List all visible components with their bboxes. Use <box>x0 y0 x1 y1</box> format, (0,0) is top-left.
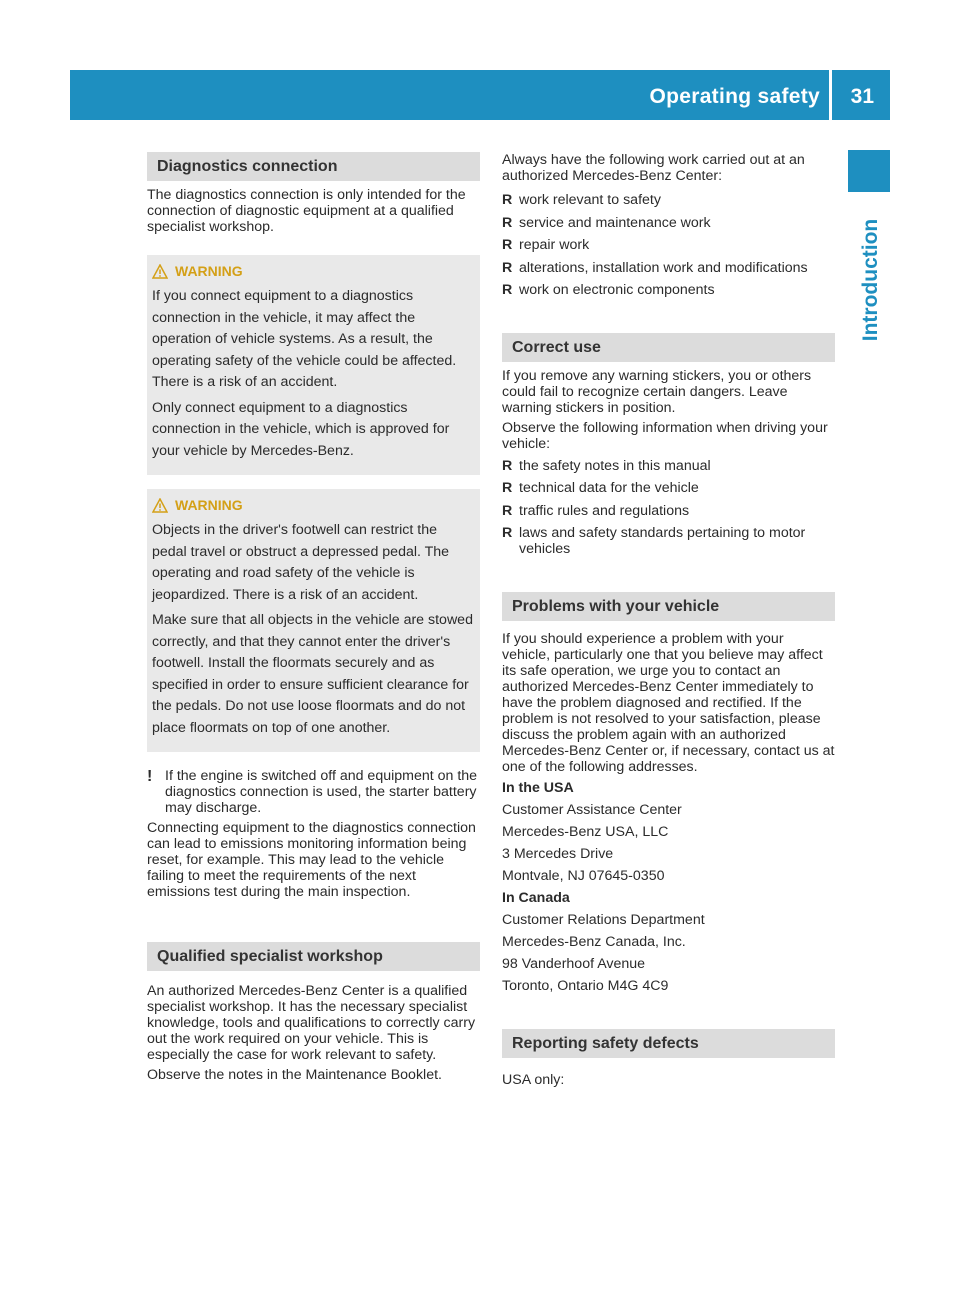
diagnostics-intro: The diagnostics connection is only intended for the connection of diagnostic equipment at a qualified specialist workshop. <box>147 187 466 235</box>
service-list <box>502 192 835 298</box>
workshop-paragraph: An authorized Mercedes-Benz Center is a qualified specialist workshop. It has the necessary specialist knowledge, tools and qualifications to correctly carry out the work required on your vehicle. This is especially the case for work relevant to safety. <box>147 983 476 1063</box>
page-title: Operating safety <box>649 85 820 108</box>
address-line: Mercedes-Benz Canada, Inc. <box>502 933 686 950</box>
diagnostics-closing: Connecting equipment to the diagnostics connection can lead to emissions monitoring information being reset, for example. This may lead to the vehicle failing to meet the requirements of the next emissions test during the main inspection. <box>147 820 476 900</box>
list-item: R alterations, installation work and modifications <box>502 260 835 276</box>
address-line: Customer Relations Department <box>502 911 705 928</box>
address-line: 3 Mercedes Drive <box>502 845 614 862</box>
address-line: 98 Vanderhoof Avenue <box>502 955 646 972</box>
list-item: R laws and safety standards pertaining to motor vehicles <box>502 525 835 557</box>
canada-address <box>502 889 835 995</box>
usa-label: In the USA <box>502 779 574 796</box>
correct-use-list <box>502 458 835 558</box>
correct-use-paragraph: Observe the following information when driving your vehicle: <box>502 419 828 452</box>
address-line: Mercedes-Benz USA, LLC <box>502 823 669 840</box>
section-heading-correct-use: Correct use <box>502 333 835 362</box>
note-text: If the engine is switched off and equipment on the diagnostics connection is used, the starter battery may discharge. <box>165 768 478 816</box>
list-item: R technical data for the vehicle <box>502 480 835 496</box>
list-item: R the safety notes in this manual <box>502 458 835 474</box>
chapter-label-text: Introduction <box>859 218 882 342</box>
warning-triangle-icon <box>152 264 168 279</box>
correct-use-paragraph: If you remove any warning stickers, you or others could fail to recognize certain dangers. Leave warning stickers in position. <box>502 367 812 416</box>
page-number: 31 <box>850 85 874 108</box>
address-line: Customer Assistance Center <box>502 801 682 818</box>
reporting-paragraph: USA only: <box>502 1071 565 1088</box>
warning-paragraph: Objects in the driver's footwell can restrict the pedal travel or obstruct a depressed pedal. The operating and road safety of the vehicle is jeopardized. There is a risk of an accident. <box>152 522 450 603</box>
warning-box-footwell <box>147 489 480 752</box>
list-item: R traffic rules and regulations <box>502 503 835 519</box>
canada-label: In Canada <box>502 889 570 906</box>
warning-box-diagnostics <box>147 255 480 475</box>
warning-paragraph: If you connect equipment to a diagnostics connection in the vehicle, it may affect the operation of vehicle systems. As a result, the operating safety of the vehicle could be affected. There is a risk of an accident. <box>152 288 457 390</box>
problems-paragraph: If you should experience a problem with your vehicle, particularly one that you believe may affect its safe operation, we urge you to contact an authorized Mercedes-Benz Center immediately to have the problem diagnosed and rectified. If the problem is not resolved to your satisfaction, please discuss the problem again with an authorized Mercedes-Benz Center or, if necessary, contact us at one of the following addresses. <box>502 630 835 775</box>
list-item: R repair work <box>502 237 835 253</box>
address-line: Toronto, Ontario M4G 4C9 <box>502 977 669 994</box>
right-column <box>502 152 835 1092</box>
header-bar <box>70 70 890 120</box>
section-heading-workshop: Qualified specialist workshop <box>147 942 480 971</box>
service-intro: Always have the following work carried out at an authorized Mercedes-Benz Center: <box>502 152 805 184</box>
warning-paragraph: Make sure that all objects in the vehicle are stowed correctly, and that they cannot enter the driver's footwell. Install the floormats securely and as specified in order to ensure sufficient clearance for the pedals. Do not use loose floormats and do not place floormats on top of one another. <box>152 612 473 736</box>
note-battery <box>147 768 480 820</box>
workshop-paragraph: Observe the notes in the Maintenance Booklet. <box>147 1067 442 1083</box>
list-item: R work relevant to safety <box>502 192 835 208</box>
section-heading-diagnostics: Diagnostics connection <box>147 152 480 181</box>
warning-title: WARNING <box>152 263 475 279</box>
warning-triangle-icon <box>152 498 168 513</box>
header-divider <box>829 70 832 120</box>
usa-address <box>502 779 835 885</box>
warning-title: WARNING <box>152 497 475 513</box>
left-column <box>147 152 480 1087</box>
section-heading-problems: Problems with your vehicle <box>502 592 835 621</box>
section-heading-reporting: Reporting safety defects <box>502 1029 835 1058</box>
chapter-label <box>846 200 896 360</box>
chapter-tab-marker <box>848 150 890 192</box>
warning-paragraph: Only connect equipment to a diagnostics connection in the vehicle, which is approved for your vehicle by Mercedes-Benz. <box>152 399 450 459</box>
list-item: R work on electronic components <box>502 282 835 298</box>
list-item: R service and maintenance work <box>502 215 835 231</box>
address-line: Montvale, NJ 07645-0350 <box>502 867 665 884</box>
exclamation-icon: ! <box>147 768 153 785</box>
